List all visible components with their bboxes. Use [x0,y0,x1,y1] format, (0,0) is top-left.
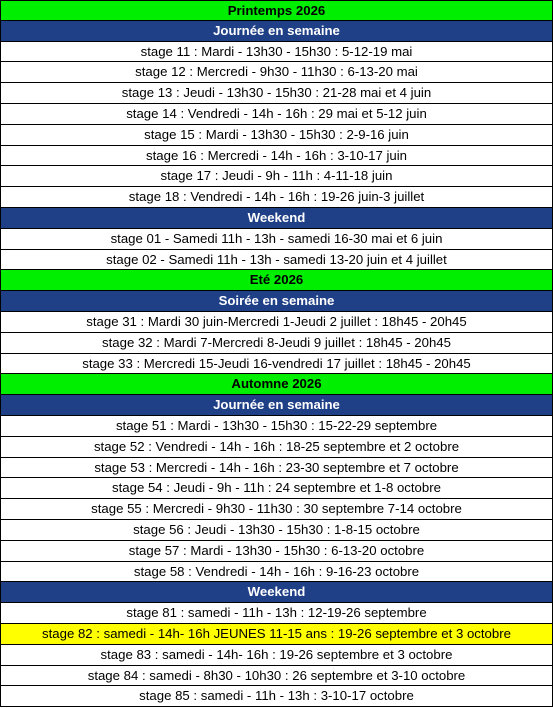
table-row: stage 11 : Mardi - 13h30 - 15h30 : 5-12-19 mai [0,42,553,63]
table-row: stage 51 : Mardi - 13h30 - 15h30 : 15-22-29 septembre [0,416,553,437]
table-row: stage 31 : Mardi 30 juin-Mercredi 1-Jeudi 2 juillet : 18h45 - 20h45 [0,312,553,333]
section-header: Soirée en semaine [0,291,553,312]
table-row: stage 17 : Jeudi - 9h - 11h : 4-11-18 juin [0,166,553,187]
table-row: stage 16 : Mercredi - 14h - 16h : 3-10-17 juin [0,146,553,167]
section-header: Weekend [0,208,553,229]
table-row: stage 58 : Vendredi - 14h - 16h : 9-16-23 octobre [0,562,553,583]
table-row: stage 84 : samedi - 8h30 - 10h30 : 26 septembre et 3-10 octobre [0,666,553,687]
table-row: stage 02 - Samedi 11h - 13h - samedi 13-20 juin et 4 juillet [0,250,553,271]
table-row: stage 01 - Samedi 11h - 13h - samedi 16-30 mai et 6 juin [0,229,553,250]
table-row: stage 53 : Mercredi - 14h - 16h : 23-30 septembre et 7 octobre [0,458,553,479]
section-header: Journée en semaine [0,395,553,416]
table-row: stage 52 : Vendredi - 14h - 16h : 18-25 septembre et 2 octobre [0,437,553,458]
table-row: stage 18 : Vendredi - 14h - 16h : 19-26 juin-3 juillet [0,187,553,208]
season-header: Automne 2026 [0,374,553,395]
section-header: Journée en semaine [0,21,553,42]
season-header: Eté 2026 [0,270,553,291]
table-row: stage 83 : samedi - 14h- 16h : 19-26 septembre et 3 octobre [0,645,553,666]
table-row: stage 57 : Mardi - 13h30 - 15h30 : 6-13-20 octobre [0,541,553,562]
table-row: stage 32 : Mardi 7-Mercredi 8-Jeudi 9 juillet : 18h45 - 20h45 [0,333,553,354]
table-row: stage 13 : Jeudi - 13h30 - 15h30 : 21-28 mai et 4 juin [0,83,553,104]
table-row: stage 12 : Mercredi - 9h30 - 11h30 : 6-13-20 mai [0,62,553,83]
table-row-highlighted: stage 82 : samedi - 14h- 16h JEUNES 11-15 ans : 19-26 septembre et 3 octobre [0,624,553,645]
table-row: stage 15 : Mardi - 13h30 - 15h30 : 2-9-16 juin [0,125,553,146]
season-header: Printemps 2026 [0,0,553,21]
section-header: Weekend [0,582,553,603]
table-row: stage 14 : Vendredi - 14h - 16h : 29 mai et 5-12 juin [0,104,553,125]
table-row: stage 55 : Mercredi - 9h30 - 11h30 : 30 septembre 7-14 octobre [0,499,553,520]
table-row: stage 54 : Jeudi - 9h - 11h : 24 septembre et 1-8 octobre [0,478,553,499]
table-row: stage 85 : samedi - 11h - 13h : 3-10-17 octobre [0,686,553,707]
table-row: stage 33 : Mercredi 15-Jeudi 16-vendredi 17 juillet : 18h45 - 20h45 [0,354,553,375]
table-row: stage 81 : samedi - 11h - 13h : 12-19-26 septembre [0,603,553,624]
table-row: stage 56 : Jeudi - 13h30 - 15h30 : 1-8-15 octobre [0,520,553,541]
